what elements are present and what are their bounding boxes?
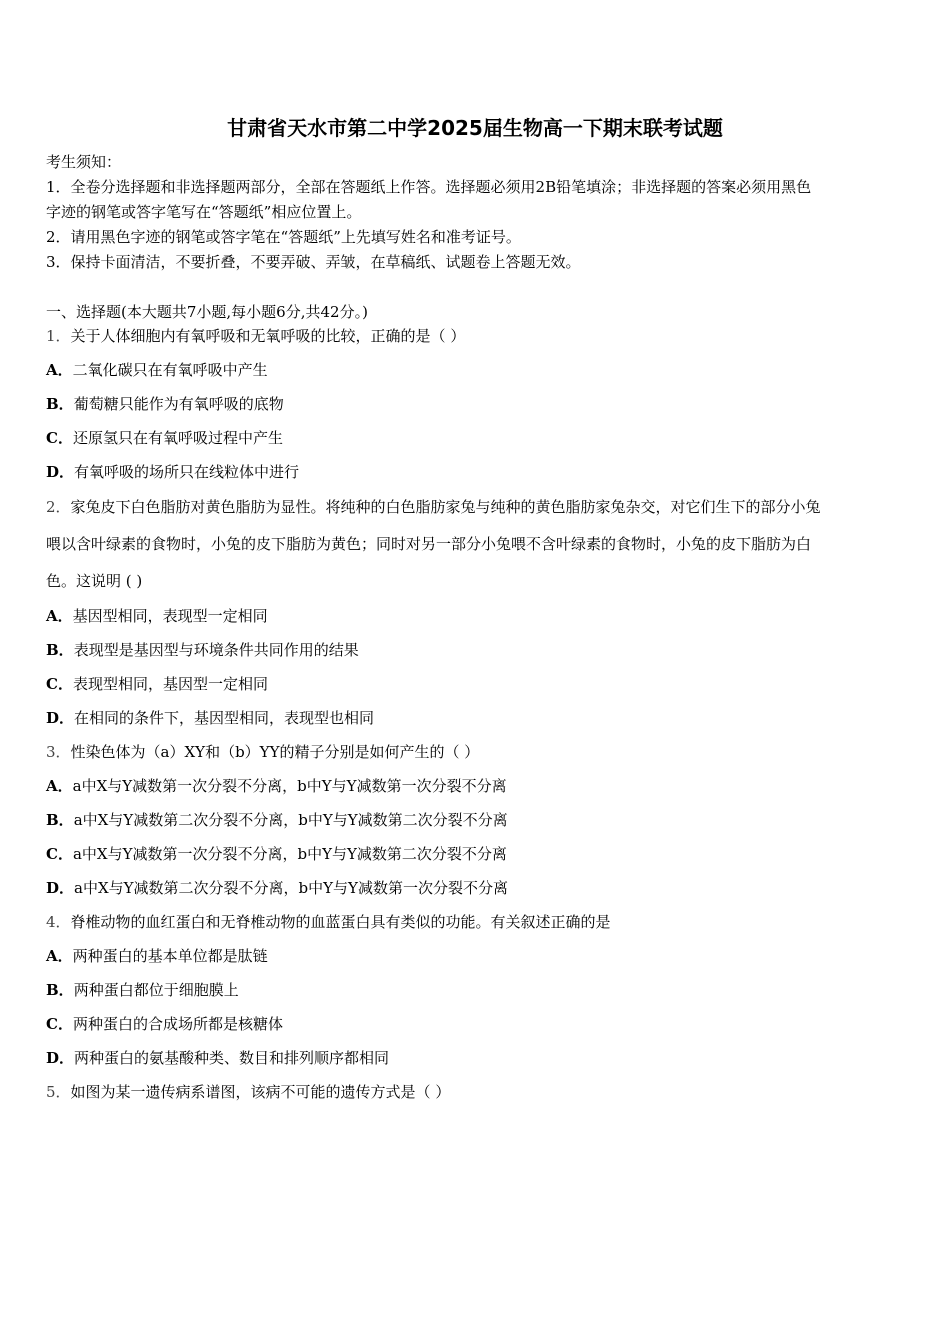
option-a bbox=[46, 360, 268, 380]
question-number: 1． bbox=[46, 327, 71, 345]
option-c bbox=[46, 1014, 283, 1034]
option-letter: D． bbox=[46, 709, 75, 727]
option-letter: B． bbox=[46, 641, 74, 659]
question-number: 2． bbox=[46, 498, 71, 516]
option-text: 两种蛋白都位于细胞膜上 bbox=[73, 981, 239, 999]
option-text: 葡萄糖只能作为有氧呼吸的底物 bbox=[73, 395, 284, 413]
option-c bbox=[46, 844, 507, 864]
question-stem-line: 喂以含叶绿素的食物时，小兔的皮下脂肪为黄色；同时对另一部分小兔喂不含叶绿素的食物时，小兔的皮下脂肪为白 bbox=[46, 535, 812, 553]
question-text: 如图为某一遗传病系谱图，该病不可能的遗传方式是（ ） bbox=[70, 1083, 451, 1101]
notice-item: 字迹的钢笔或答字笔写在“答题纸”相应位置上。 bbox=[46, 203, 362, 221]
option-letter: B． bbox=[46, 811, 74, 829]
option-letter: C． bbox=[46, 675, 73, 693]
question-text: 脊椎动物的血红蛋白和无脊椎动物的血蓝蛋白具有类似的功能。有关叙述正确的是 bbox=[70, 913, 611, 931]
page-title: 甘肃省天水市第二中学2025届生物高一下期末联考试题 bbox=[227, 116, 723, 140]
option-letter: A． bbox=[46, 947, 73, 965]
question-stem bbox=[46, 742, 479, 762]
option-letter: C． bbox=[46, 1015, 73, 1033]
question-stem bbox=[46, 326, 465, 346]
option-text: 基因型相同，表现型一定相同 bbox=[72, 607, 268, 625]
option-text: a中X与Y减数第二次分裂不分离，b中Y与Y减数第一次分裂不分离 bbox=[74, 879, 508, 897]
option-letter: C． bbox=[46, 429, 73, 447]
section-heading: 一、选择题(本大题共7小题,每小题6分,共42分。) bbox=[46, 303, 368, 321]
option-b bbox=[46, 810, 508, 830]
option-a bbox=[46, 946, 268, 966]
question-text: 家兔皮下白色脂肪对黄色脂肪为显性。将纯种的白色脂肪家兔与纯种的黄色脂肪家兔杂交，对它们生下的部分小兔 bbox=[70, 498, 821, 516]
option-b bbox=[46, 640, 359, 660]
option-letter: D． bbox=[46, 1049, 75, 1067]
option-d bbox=[46, 708, 374, 728]
option-c bbox=[46, 674, 268, 694]
option-text: 二氧化碳只在有氧呼吸中产生 bbox=[72, 361, 268, 379]
option-letter: A． bbox=[46, 777, 73, 795]
option-letter: A． bbox=[46, 607, 73, 625]
option-a bbox=[46, 776, 507, 796]
option-b bbox=[46, 980, 239, 1000]
option-d bbox=[46, 1048, 389, 1068]
option-text: 两种蛋白的氨基酸种类、数目和排列顺序都相同 bbox=[74, 1049, 390, 1067]
option-text: 两种蛋白的基本单位都是肽链 bbox=[72, 947, 268, 965]
option-letter: C． bbox=[46, 845, 73, 863]
option-a bbox=[46, 606, 268, 626]
option-text: a中X与Y减数第二次分裂不分离，b中Y与Y减数第二次分裂不分离 bbox=[73, 811, 508, 829]
option-b bbox=[46, 394, 284, 414]
option-text: 两种蛋白的合成场所都是核糖体 bbox=[72, 1015, 283, 1033]
option-text: 在相同的条件下，基因型相同，表现型也相同 bbox=[74, 709, 375, 727]
question-stem bbox=[46, 497, 821, 517]
option-text: a中X与Y减数第一次分裂不分离，b中Y与Y减数第二次分裂不分离 bbox=[72, 845, 507, 863]
question-stem bbox=[46, 912, 611, 932]
option-text: 有氧呼吸的场所只在线粒体中进行 bbox=[74, 463, 300, 481]
option-text: 表现型相同，基因型一定相同 bbox=[72, 675, 268, 693]
option-text: a中X与Y减数第一次分裂不分离，b中Y与Y减数第一次分裂不分离 bbox=[72, 777, 507, 795]
question-number: 5． bbox=[46, 1083, 71, 1101]
notice-item: 1．全卷分选择题和非选择题两部分，全部在答题纸上作答。选择题必须用2B铅笔填涂；非选择题的答案必须用黑色 bbox=[46, 178, 812, 196]
option-text: 表现型是基因型与环境条件共同作用的结果 bbox=[73, 641, 359, 659]
notice-item: 3．保持卡面清洁，不要折叠，不要弄破、弄皱，在草稿纸、试题卷上答题无效。 bbox=[46, 253, 581, 271]
option-d bbox=[46, 462, 299, 482]
notice-heading: 考生须知： bbox=[46, 153, 122, 171]
option-c bbox=[46, 428, 283, 448]
question-number: 3． bbox=[46, 743, 71, 761]
option-letter: B． bbox=[46, 395, 74, 413]
question-number: 4． bbox=[46, 913, 71, 931]
question-stem bbox=[46, 1082, 450, 1102]
notice-item: 2．请用黑色字迹的钢笔或答字笔在“答题纸”上先填写姓名和准考证号。 bbox=[46, 228, 521, 246]
option-letter: B． bbox=[46, 981, 74, 999]
question-stem-line: 色。这说明 ( ) bbox=[46, 572, 143, 590]
option-d bbox=[46, 878, 508, 898]
question-text: 关于人体细胞内有氧呼吸和无氧呼吸的比较，正确的是（ ） bbox=[70, 327, 466, 345]
option-letter: A． bbox=[46, 361, 73, 379]
option-letter: D． bbox=[46, 463, 75, 481]
question-text: 性染色体为（a）XY和（b）YY的精子分别是如何产生的（ ） bbox=[70, 743, 480, 761]
option-text: 还原氢只在有氧呼吸过程中产生 bbox=[72, 429, 283, 447]
option-letter: D． bbox=[46, 879, 75, 897]
